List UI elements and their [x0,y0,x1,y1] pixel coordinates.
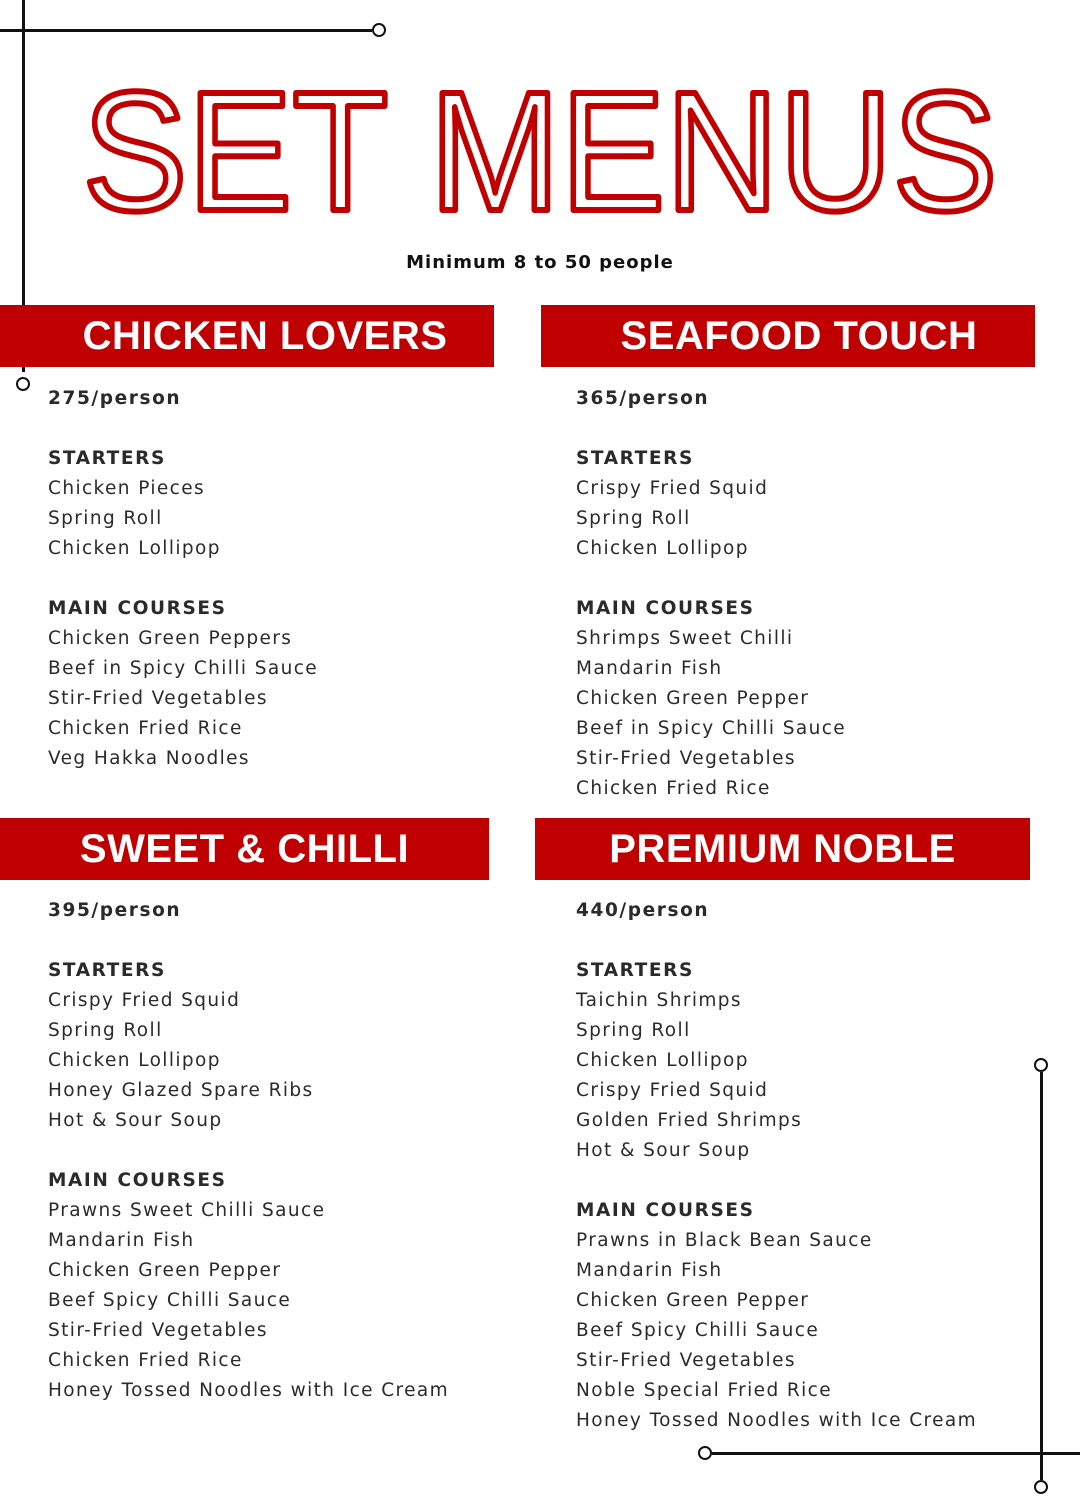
deco-line-right-vertical [1040,1072,1043,1480]
menu-item-starter: Crispy Fried Squid [576,1080,769,1101]
menu-price: 440/person [576,900,710,921]
menu-item-starter: Chicken Lollipop [576,538,749,559]
menu-item-main: Mandarin Fish [48,1230,195,1251]
menu-item-main: Beef in Spicy Chilli Sauce [48,658,319,679]
deco-ring-left [16,377,30,391]
spacer [576,414,846,444]
menu-banner-seafood-touch: SEAFOOD TOUCH [541,305,1035,367]
menu-item-main: Honey Tossed Noodles with Ice Cream [48,1380,450,1401]
menu-item-starter: Taichin Shrimps [576,990,742,1011]
menu-item-starter: Chicken Lollipop [576,1050,749,1071]
menu-item-main: Stir-Fried Vegetables [48,688,268,709]
menu-item-starter: Honey Glazed Spare Ribs [48,1080,314,1101]
menu-banner-chicken-lovers: CHICKEN LOVERS [0,305,494,367]
menu-banner-sweet-chilli: SWEET & CHILLI [0,818,489,880]
spacer [576,1166,977,1196]
menu-item-main: Veg Hakka Noodles [48,748,250,769]
menu-item-main: Beef Spicy Chilli Sauce [576,1320,820,1341]
menu-item-main: Stir-Fried Vegetables [576,1350,796,1371]
menu-item-main: Mandarin Fish [576,1260,723,1281]
deco-ring-bottom [698,1446,712,1460]
spacer [576,564,846,594]
section-heading-main-courses: MAIN COURSES [576,1200,755,1221]
menu-price: 275/person [48,388,182,409]
menu-item-main: Mandarin Fish [576,658,723,679]
menu-card-premium-noble [576,896,977,1436]
menu-item-starter: Hot & Sour Soup [576,1140,751,1161]
menu-item-main: Chicken Green Pepper [576,688,810,709]
menu-item-starter: Hot & Sour Soup [48,1110,223,1131]
menu-item-starter: Crispy Fried Squid [576,478,769,499]
menu-price: 395/person [48,900,182,921]
menu-item-main: Noble Special Fried Rice [576,1380,833,1401]
page-title [0,60,1080,230]
section-heading-main-courses: MAIN COURSES [576,598,755,619]
spacer [48,564,318,594]
section-heading-starters: STARTERS [576,448,694,469]
deco-ring-top [372,23,386,37]
spacer [48,414,318,444]
menu-item-main: Chicken Green Pepper [576,1290,810,1311]
menu-item-main: Beef in Spicy Chilli Sauce [576,718,847,739]
menu-item-main: Chicken Green Pepper [48,1260,282,1281]
menu-item-main: Prawns in Black Bean Sauce [576,1230,873,1251]
menu-card-sweet-chilli [48,896,449,1406]
menu-item-main: Chicken Green Peppers [48,628,293,649]
deco-line-bottom-horizontal [712,1452,1080,1455]
menu-item-starter: Spring Roll [576,508,691,529]
menu-item-main: Prawns Sweet Chilli Sauce [48,1200,326,1221]
menu-item-main: Stir-Fried Vegetables [48,1320,268,1341]
menu-card-seafood-touch [576,384,846,804]
menu-banner-premium-noble: PREMIUM NOBLE [535,818,1030,880]
menu-price: 365/person [576,388,710,409]
menu-item-starter: Spring Roll [48,1020,163,1041]
menu-item-main: Chicken Fried Rice [576,778,771,799]
section-heading-starters: STARTERS [48,448,166,469]
menu-item-main: Honey Tossed Noodles with Ice Cream [576,1410,978,1431]
menu-item-starter: Chicken Lollipop [48,1050,221,1071]
section-heading-starters: STARTERS [576,960,694,981]
menu-item-starter: Spring Roll [576,1020,691,1041]
menu-item-starter: Chicken Pieces [48,478,206,499]
menu-item-main: Stir-Fried Vegetables [576,748,796,769]
spacer [48,1136,449,1166]
deco-ring-right-bottom [1034,1480,1048,1494]
section-heading-main-courses: MAIN COURSES [48,1170,227,1191]
deco-ring-right-top [1034,1058,1048,1072]
spacer [48,926,449,956]
menu-item-starter: Chicken Lollipop [48,538,221,559]
spacer [576,926,977,956]
menu-item-main: Chicken Fried Rice [48,718,243,739]
page-subtitle: Minimum 8 to 50 people [406,252,674,273]
menu-item-main: Beef Spicy Chilli Sauce [48,1290,292,1311]
menu-item-starter: Crispy Fried Squid [48,990,241,1011]
section-heading-starters: STARTERS [48,960,166,981]
menu-item-main: Shrimps Sweet Chilli [576,628,794,649]
menu-item-main: Chicken Fried Rice [48,1350,243,1371]
menu-item-starter: Spring Roll [48,508,163,529]
section-heading-main-courses: MAIN COURSES [48,598,227,619]
menu-card-chicken-lovers [48,384,318,774]
menu-item-starter: Golden Fried Shrimps [576,1110,803,1131]
page-title-text: SET MENUS [82,60,998,230]
deco-line-top-horizontal [0,29,372,32]
